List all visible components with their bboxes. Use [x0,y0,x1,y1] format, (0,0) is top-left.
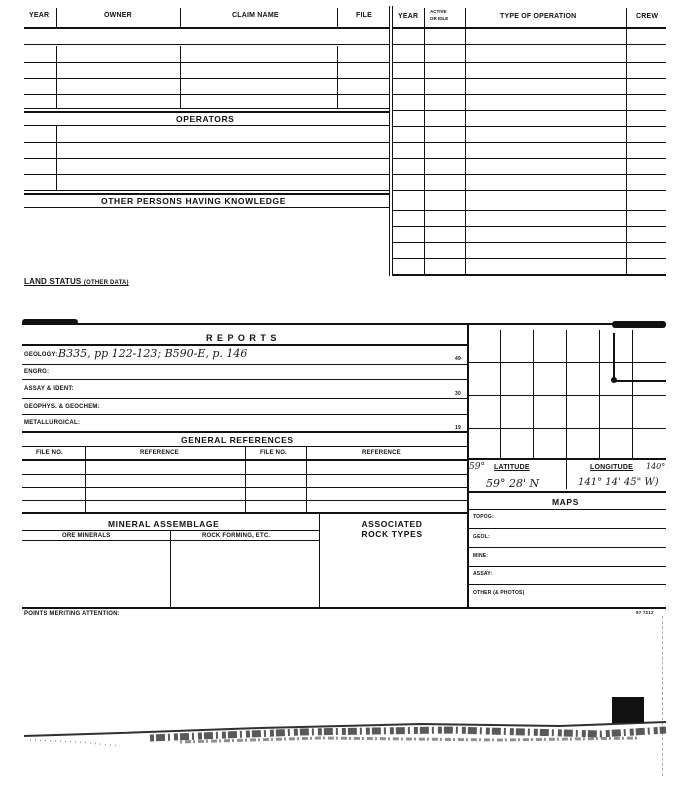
rock-types-label: ROCK TYPES [361,529,423,539]
longitude-label: LONGITUDE [590,464,634,471]
report-assay-num: 30 [455,391,461,397]
report-geology-num: 49 [455,356,461,362]
maps-mine: MINE: [473,553,489,559]
report-metallurgical-num: 19 [455,425,461,431]
scan-noise-band [0,718,678,778]
ref-col-file-no-1: FILE NO. [36,450,63,456]
longitude-prefix: 140° [646,462,666,471]
report-engrg-label: ENGRG: [24,369,50,375]
ref-col-reference-1: REFERENCE [140,450,179,456]
header-file: FILE [356,12,372,19]
report-geology-value: B335, pp 122-123; B590-E, p. 146 [58,347,248,360]
maps-assay: ASSAY: [473,571,493,577]
col-ore-minerals: ORE MINERALS [62,533,111,539]
points-meriting-attention-label: POINTS MERITING ATTENTION: [24,611,120,617]
header-claim-name: CLAIM NAME [232,12,279,19]
maps-geol: GEOL: [473,534,490,540]
reports-title: R E P O R T S [206,333,278,343]
longitude-value: 141° 14' 45" W) [578,477,659,488]
maps-title: MAPS [552,497,579,507]
report-assay-label: ASSAY & IDENT: [24,386,74,392]
ink-smudge-right [612,321,666,328]
maps-topog: TOPOG: [473,514,494,520]
report-metallurgical-label: METALLURGICAL: [24,420,81,426]
other-persons-label: OTHER PERSONS HAVING KNOWLEDGE [101,196,287,206]
location-marker [611,377,617,383]
header-active: ACTIVE [430,9,447,14]
land-status-label [24,277,129,286]
land-status-title: LAND STATUS [24,277,82,286]
latitude-value: 59° 28' N [486,477,540,490]
associated-label: ASSOCIATED [361,519,423,529]
land-status-note: (OTHER DATA) [83,280,129,286]
latitude-prefix: 59° [469,462,485,472]
report-geophys-label: GEOPHYS. & GEOCHEM: [24,404,100,410]
header-crew: CREW [636,13,659,20]
mineral-assemblage-title: MINERAL ASSEMBLAGE [108,519,220,529]
maps-other: OTHER (& PHOTOS) [473,590,525,596]
header-year-right: YEAR [398,13,419,20]
latitude-label: LATITUDE [494,464,530,471]
header-type-of-operation: TYPE OF OPERATION [500,13,577,20]
ref-col-reference-2: REFERENCE [362,450,401,456]
form-number: 57 7212 [636,610,654,615]
report-geology-label: GEOLOGY: [24,352,58,358]
col-rock-forming: ROCK FORMING, ETC. [202,533,271,539]
ref-col-file-no-2: FILE NO. [260,450,287,456]
header-year: YEAR [29,12,50,19]
header-owner: OWNER [104,12,132,19]
operators-label: OPERATORS [176,114,235,124]
header-or-idle: OR IDLE [430,16,449,21]
general-references-title: GENERAL REFERENCES [181,435,294,445]
